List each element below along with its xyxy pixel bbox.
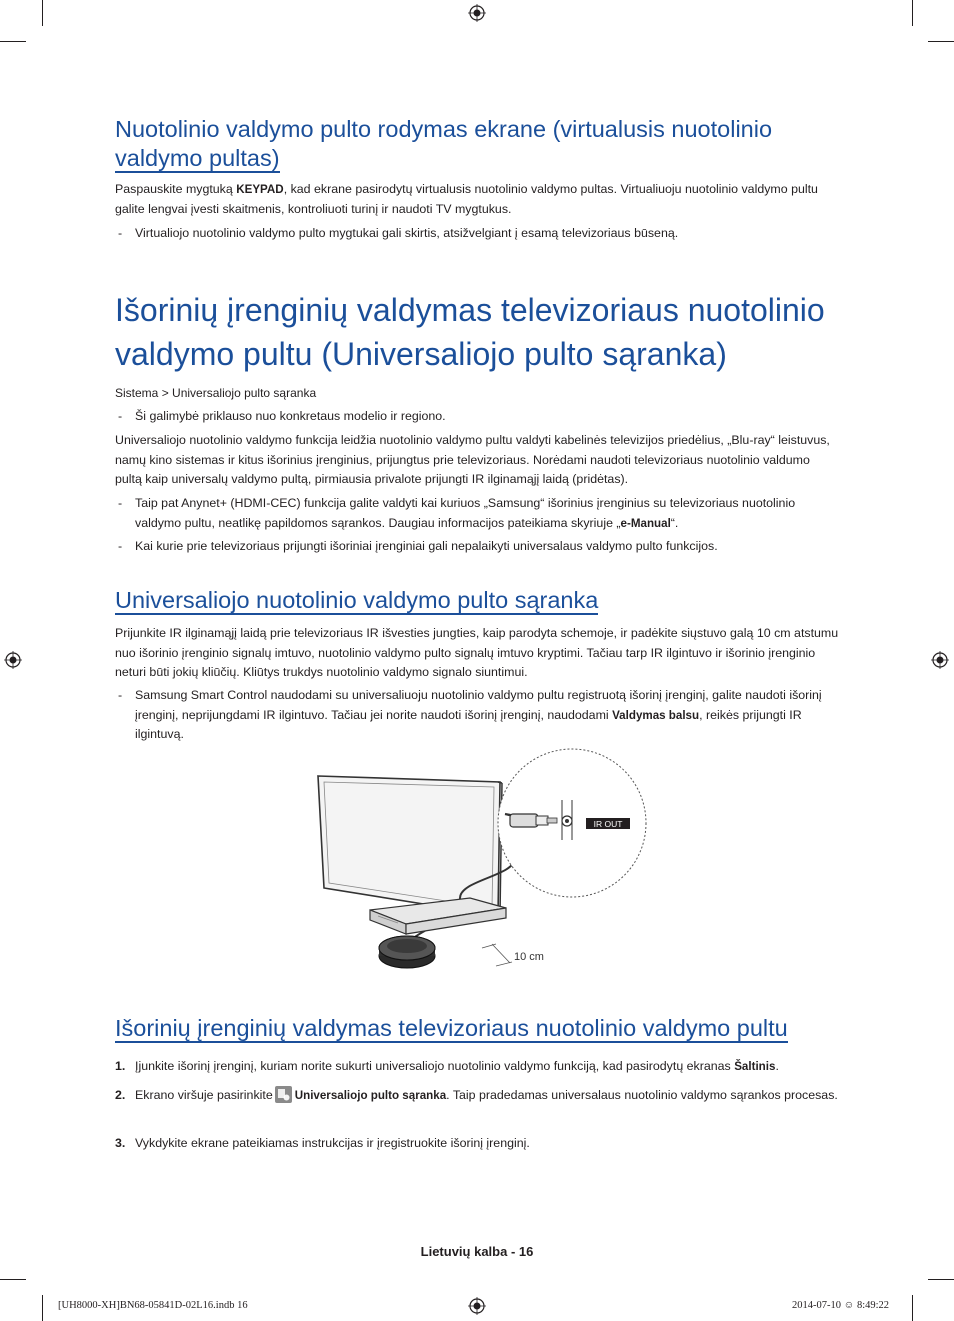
print-info-right: 2014-07-10 ☺ 8:49:22 [792, 1300, 890, 1311]
note: - Samsung Smart Control naudodami su universaliuoju nuotolinio valdymo pultu registruotą išorinį įrenginį, galite naudoti išorinį įrenginį, neprijungdami IR ilgintuvo. Tačiau jei norite naudoti išorinį įrenginį, naudodami Valdymas balsu, reikės prijungti IR ilgintuvą. [118, 688, 822, 741]
note-text: Virtualiojo nuotolinio valdymo pulto mygtukai gali skirtis, atsižvelgiant į esamą televizoriaus būseną. [135, 226, 679, 240]
ir-out-port-label: IR OUT [593, 819, 623, 829]
heading-line: Išorinių įrenginių valdymas televizoriaus nuotolinio valdymo pultu [115, 1015, 788, 1041]
section-heading-virtual-remote [115, 115, 845, 173]
menu-path [115, 385, 316, 401]
note: - Taip pat Anynet+ (HDMI-CEC) funkcija galite valdyti kai kuriuos „Samsung“ išorinius įrenginius su televizoriaus nuotolinio valdymo pultu, neatlikę papildomos sąrankos. Daugiau informacijos pateikiama skyriuje „e-Manual“. [118, 496, 796, 530]
step-number: 2. [115, 1088, 126, 1102]
universal-setup-label: Universaliojo pulto sąranka [294, 1089, 447, 1102]
ir-blaster-illustration [379, 936, 435, 968]
registration-mark-icon [468, 1297, 486, 1315]
paragraph [115, 180, 840, 219]
step-number: 1. [115, 1059, 126, 1073]
keypad-key-label: KEYPAD [236, 183, 284, 196]
universal-remote-setup-icon [275, 1086, 292, 1103]
text: , kad ekrane pasirodytų virtualusis nuotolinio valdymo pultas. Virtualiuoju nuotolinio valdymo pultu galite lengvai įvesti skaitmenis, kontroliuoti turinį ir naudoti TV mygtukus. [115, 182, 818, 216]
crop-mark [42, 1295, 43, 1321]
tv-illustration [318, 776, 502, 916]
section-heading-universal-setup [115, 586, 845, 615]
step-item [115, 1134, 840, 1154]
step-text: . [775, 1059, 779, 1073]
heading-line: Nuotolinio valdymo pulto rodymas ekrane (virtualusis nuotolinio [115, 116, 773, 142]
distance-line [492, 944, 510, 963]
menu-path-item: Universaliojo pulto sąranka [172, 386, 317, 400]
note: - Kai kurie prie televizoriaus prijungti išoriniai įrenginiai gali nepalaikyti universalaus valdymo pulto funkcijos. [118, 539, 718, 553]
heading-line: Universaliojo nuotolinio valdymo pulto sąranka [115, 587, 599, 613]
heading-line: valdymo pultas) [115, 145, 280, 171]
ir-extender-diagram [310, 748, 650, 976]
registration-mark-icon [4, 651, 22, 669]
crop-mark [912, 1295, 913, 1321]
paragraph: Prijunkite IR ilginamąjį laidą prie televizoriaus IR išvesties jungties, kaip parodyta schemoje, ir padėkite siųstuvo galą 10 cm atstumu nuo išorinio įrenginio signalų imtuvo, nuotolinio valdymo pulto signalų imtuvo kryptimi. Tačiau tarp IR ilgintuvo ir išorinio įrenginio neturi būti jokių kliūčių. Kliūtys trukdys nuotolinio valdymo signalo siuntimui. [115, 626, 839, 679]
crop-mark [928, 41, 954, 42]
print-info-left: [UH8000-XH]BN68-05841D-02L16.indb 16 [58, 1300, 248, 1311]
e-manual-label: e-Manual [620, 516, 671, 530]
step-item [115, 1086, 840, 1106]
crop-mark [928, 1279, 954, 1280]
step-text: Įjunkite išorinį įrenginį, kuriam norite sukurti universaliojo nuotolinio valdymo funkciją, kad pasirodytų ekranas [135, 1059, 735, 1073]
text: Paspauskite mygtuką [115, 182, 237, 196]
paragraph: Universaliojo nuotolinio valdymo funkcija leidžia nuotolinio valdymo pultu valdyti kabelinės televizijos priedėlius, „Blu-ray“ leistuvus, namų kino sistemas ir kitus išorinius įrenginius, prijungtus prie televizoriaus. Norėdami naudoti televizoriaus nuotolinio valdumo pultą kaip universalų valdymo pultą, pirmiausia privalote prijungti IR ilginamąjį laidą (pridėtas). [115, 433, 830, 486]
registration-mark-icon [468, 4, 486, 22]
note-text: Ši galimybė priklauso nuo konkretaus modelio ir regiono. [135, 409, 446, 423]
note-text: , reikės prijungti IR ilgintuvą. [135, 707, 802, 741]
menu-path-item: Sistema [115, 386, 159, 400]
note: - Virtualiojo nuotolinio valdymo pulto mygtukai gali skirtis, atsižvelgiant į esamą televizoriaus būseną. [118, 226, 679, 240]
heading-line: Išorinių įrenginių valdymas televizoriaus nuotolinio [115, 292, 825, 328]
crop-mark [912, 0, 913, 26]
page-number: Lietuvių kalba - 16 [420, 1244, 534, 1259]
note-text: “. [670, 515, 679, 530]
step-text: . Taip pradedamas universalaus nuotolinio valdymo sąrankos procesas. [446, 1088, 838, 1102]
source-label: Šaltinis [734, 1060, 776, 1073]
step-text: Vykdykite ekrane pateikiamas instrukcijas ir įregistruokite išorinį įrenginį. [135, 1136, 530, 1150]
heading-line: valdymo pultu (Universaliojo pulto sąranka) [115, 336, 727, 372]
registration-mark-icon [931, 651, 949, 669]
step-number: 3. [115, 1136, 126, 1150]
section-heading-control-external [115, 1014, 845, 1043]
distance-label: 10 cm [514, 951, 544, 963]
note: - Ši galimybė priklauso nuo konkretaus modelio ir regiono. [118, 409, 446, 423]
menu-path-separator: > [158, 386, 173, 400]
crop-mark [0, 41, 26, 42]
crop-mark [42, 0, 43, 26]
note-text: Kai kurie prie televizoriaus prijungti išoriniai įrenginiai gali nepalaikyti universalaus valdymo pulto funkcijos. [135, 539, 718, 553]
note-text: Taip pat Anynet+ (HDMI-CEC) funkcija galite valdyti kai kuriuos „Samsung“ išorinius įrenginius su televizoriaus nuotolinio valdymo pultu, neatlikę papildomos sąrankos. Daugiau informacijos pateikiama skyriuje „ [135, 496, 796, 530]
chapter-heading-external-devices [115, 288, 845, 376]
voice-control-label: Valdymas balsu [612, 708, 700, 722]
note-text: Samsung Smart Control naudodami su universaliuoju nuotolinio valdymo pultu registruotą išorinį įrenginį, galite naudoti išorinį įrenginį, neprijungdami IR ilgintuvo. Tačiau jei norite naudoti išorinį įrenginį, naudodami [135, 688, 822, 722]
set-top-box-illustration [370, 898, 506, 934]
step-text: Ekrano viršuje pasirinkite [135, 1088, 273, 1102]
step-item [115, 1057, 840, 1077]
crop-mark [0, 1279, 26, 1280]
